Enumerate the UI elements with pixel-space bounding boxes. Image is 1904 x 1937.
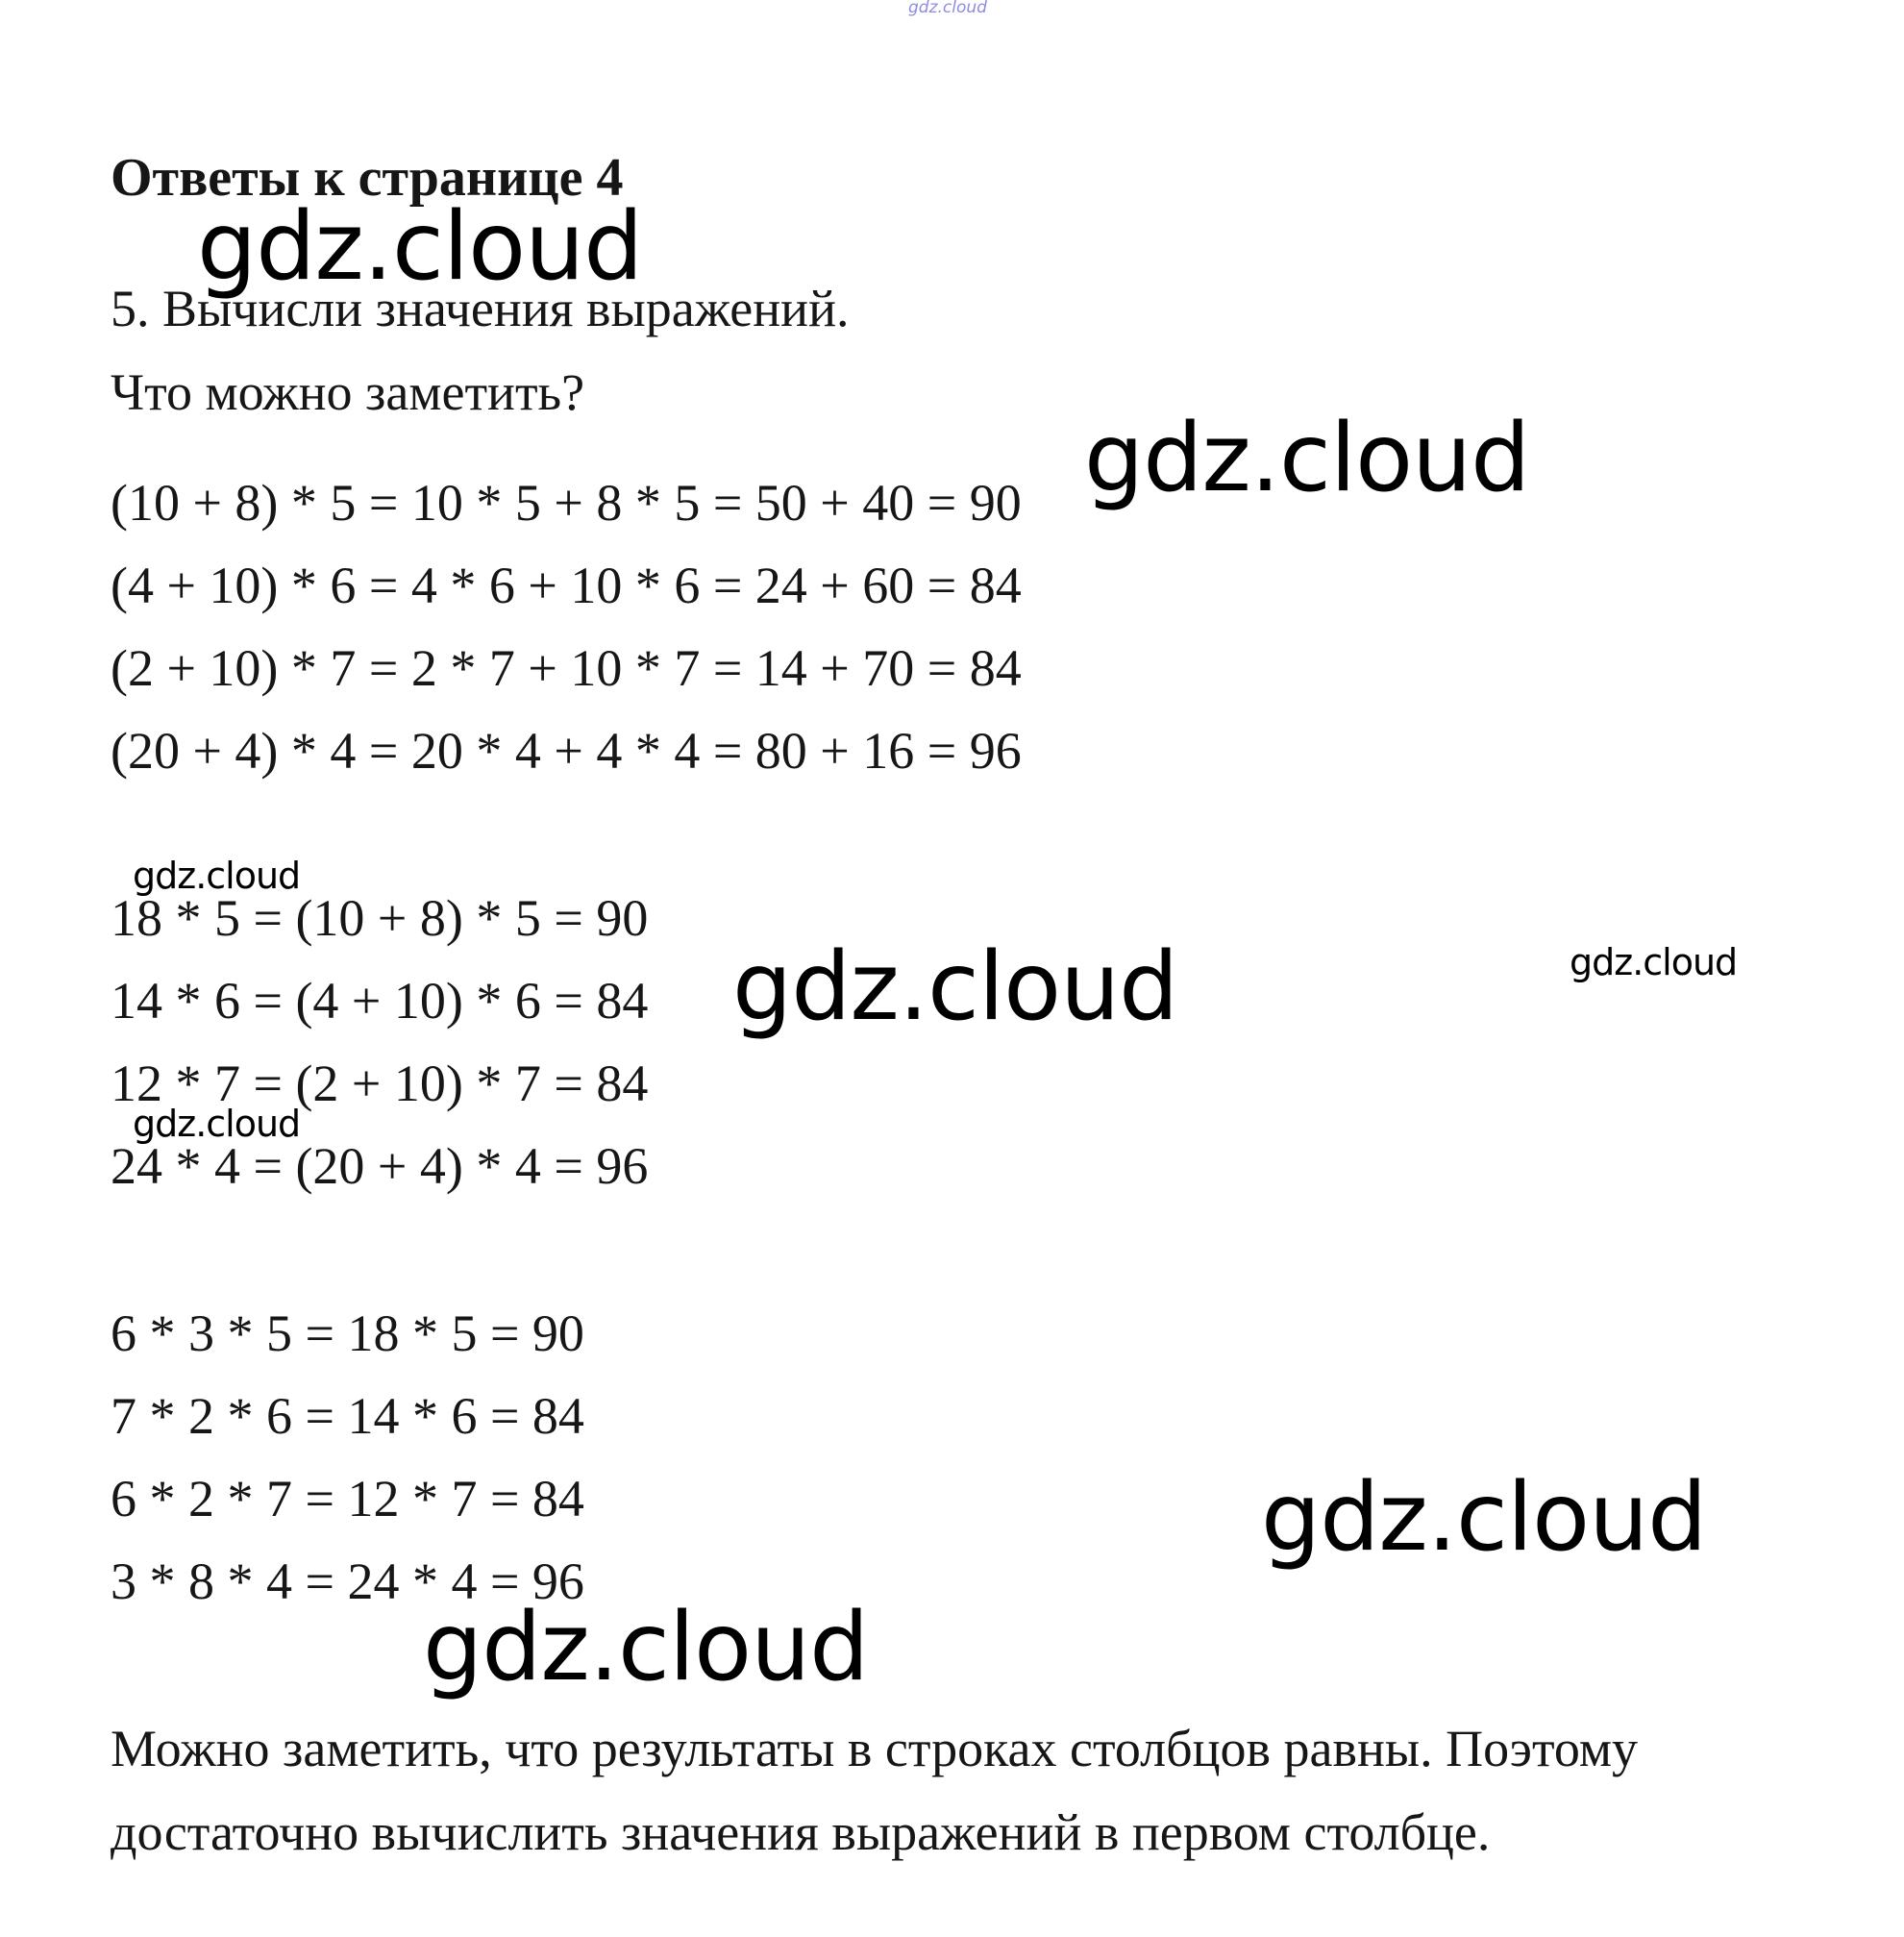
equation-2-3: 12 * 7 = (2 + 10) * 7 = 84 [111,1055,649,1112]
equation-3-4: 3 * 8 * 4 = 24 * 4 = 96 [111,1552,584,1610]
top-watermark: gdz.cloud [908,0,987,17]
watermark-1: gdz.cloud [197,192,643,302]
watermark-5: gdz.cloud [423,1593,869,1702]
equation-3-1: 6 * 3 * 5 = 18 * 5 = 90 [111,1304,584,1362]
task-prompt: 5. Вычисли значения выражений. [111,280,850,337]
task-question: Что можно заметить? [111,363,585,421]
watermark-2: gdz.cloud [1084,404,1530,513]
equation-2-1: 18 * 5 = (10 + 8) * 5 = 90 [111,889,649,947]
equation-1-2: (4 + 10) * 6 = 4 * 6 + 10 * 6 = 24 + 60 = 84 [111,557,1022,614]
equation-1-1: (10 + 8) * 5 = 10 * 5 + 8 * 5 = 50 + 40 = 90 [111,474,1022,532]
equation-1-4: (20 + 4) * 4 = 20 * 4 + 4 * 4 = 80 + 16 = 96 [111,722,1022,780]
conclusion-line-2: достаточно вычислить значения выражений в первом столбце. [111,1803,1491,1861]
watermark-4: gdz.cloud [1261,1463,1707,1573]
watermark-8: gdz.cloud [133,1103,301,1145]
equation-3-2: 7 * 2 * 6 = 14 * 6 = 84 [111,1387,584,1445]
watermark-3: gdz.cloud [732,932,1178,1042]
equation-2-2: 14 * 6 = (4 + 10) * 6 = 84 [111,972,649,1030]
equation-1-3: (2 + 10) * 7 = 2 * 7 + 10 * 7 = 14 + 70 = 84 [111,639,1022,697]
page-title: Ответы к странице 4 [111,148,624,208]
equation-2-4: 24 * 4 = (20 + 4) * 4 = 96 [111,1137,649,1195]
watermark-6: gdz.cloud [133,855,301,897]
watermark-7: gdz.cloud [1570,941,1738,983]
conclusion-line-1: Можно заметить, что результаты в строках столбцов равны. Поэтому [111,1720,1638,1777]
equation-3-3: 6 * 2 * 7 = 12 * 7 = 84 [111,1470,584,1527]
